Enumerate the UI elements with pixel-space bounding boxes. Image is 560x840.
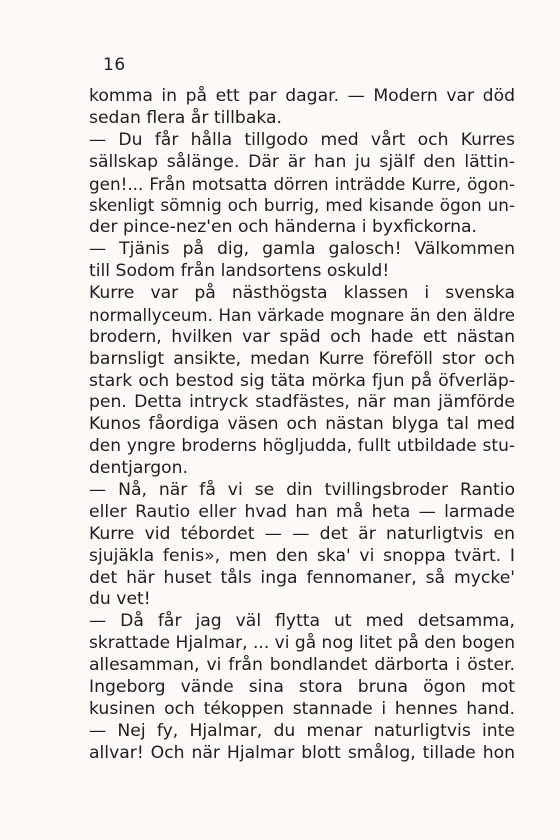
text-line: till Sodom från landsortens oskuld!: [89, 261, 390, 282]
text-line: sjujäkla fenis», men den ska' vi snoppa tvärt. I: [89, 545, 515, 566]
text-line: allesamman, vi från bondlandet därborta i öster.: [89, 655, 515, 676]
text-line: normallyceum. Han värkade mognare än den äldre: [89, 305, 515, 325]
text-line: der pince-nez'en och händerna i byxfickorna.: [89, 217, 478, 238]
text-line: — Nej fy, Hjalmar, du menar naturligtvis inte: [89, 720, 515, 741]
text-line: gen!... Från motsatta dörren inträdde Kurre, ögon-: [89, 173, 515, 194]
text-line: dentjargon.: [89, 458, 188, 479]
text-line: Kunos fåordiga väsen och nästan blyga tal med: [89, 414, 515, 435]
text-line: komma in på ett par dagar. — Modern var död: [89, 86, 515, 106]
text-line: skrattade Hjalmar, ... vi gå nog litet på den bogen: [89, 633, 515, 654]
text-line: du vet!: [89, 589, 151, 610]
text-line: — Du får hålla tillgodo med vårt och Kurres: [89, 129, 515, 150]
text-line: allvar! Och när Hjalmar blott smålog, tillade hon: [89, 742, 515, 763]
text-line: kusinen och tékoppen stannade i hennes hand.: [89, 698, 515, 719]
text-line: eller Rautio eller hvad han må heta — larmade: [89, 501, 515, 522]
text-line: skenligt sömnig och burrig, med kisande ögon un-: [89, 195, 515, 216]
text-line: brodern, hvilken var späd och hade ett nästan: [89, 326, 515, 347]
text-line: barnsligt ansikte, medan Kurre föreföll stor och: [89, 348, 515, 369]
text-line: Ingeborg vände sina stora bruna ögon mot: [89, 677, 515, 698]
text-line: pen. Detta intryck stadfästes, när man jämförde: [89, 392, 515, 413]
text-line: Kurre var på nästhögsta klassen i svenska: [89, 283, 515, 304]
text-line: — Tjänis på dig, gamla galosch! Välkommen: [89, 239, 515, 260]
text-line: sällskap sålänge. Där är han ju själf den lättin-: [89, 151, 515, 172]
text-line: sedan flera år tillbaka.: [89, 107, 283, 128]
text-line: stark och bestod sig täta mörka fjun på öfverläp-: [89, 370, 515, 391]
text-line: — Då får jag väl flytta ut med detsamma,: [89, 611, 515, 632]
page-number: 16: [103, 55, 126, 75]
text-line: det här huset tåls inga fennomaner, så mycke': [89, 567, 515, 588]
body-text: [89, 86, 515, 765]
text-line: den yngre broderns högljudda, fullt utbildade stu-: [89, 436, 515, 457]
text-line: Kurre vid tébordet — — det är naturligtvis en: [89, 523, 515, 544]
text-line: — Nå, när få vi se din tvillingsbroder Rantio: [89, 480, 515, 501]
